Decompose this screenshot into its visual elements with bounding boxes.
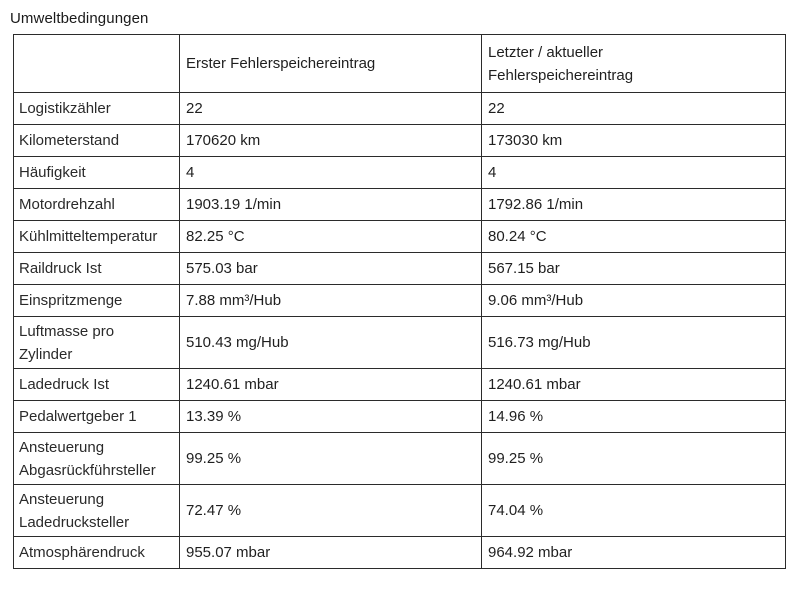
row-label: Ansteuerung Abgasrückführsteller bbox=[14, 433, 180, 485]
last-entry-value: 964.92 mbar bbox=[482, 537, 786, 569]
table-row bbox=[14, 93, 786, 125]
row-label: Häufigkeit bbox=[14, 157, 180, 189]
last-entry-value: 80.24 °C bbox=[482, 221, 786, 253]
row-label: Kilometerstand bbox=[14, 125, 180, 157]
last-entry-value: 22 bbox=[482, 93, 786, 125]
last-entry-value: 74.04 % bbox=[482, 485, 786, 537]
row-label: Atmosphärendruck bbox=[14, 537, 180, 569]
table-header-row bbox=[14, 35, 786, 93]
row-label: Ansteuerung Ladedrucksteller bbox=[14, 485, 180, 537]
header-last-entry-label: Letzter / aktueller Fehlerspeichereintrag bbox=[488, 43, 634, 84]
table-row bbox=[14, 253, 786, 285]
table-row bbox=[14, 125, 786, 157]
first-entry-value: 4 bbox=[180, 157, 482, 189]
first-entry-value: 72.47 % bbox=[180, 485, 482, 537]
table-row bbox=[14, 285, 786, 317]
first-entry-value: 7.88 mm³/Hub bbox=[180, 285, 482, 317]
first-entry-value: 510.43 mg/Hub bbox=[180, 317, 482, 369]
last-entry-value: 99.25 % bbox=[482, 433, 786, 485]
first-entry-value: 1903.19 1/min bbox=[180, 189, 482, 221]
table-row bbox=[14, 369, 786, 401]
row-label: Pedalwertgeber 1 bbox=[14, 401, 180, 433]
last-entry-value: 4 bbox=[482, 157, 786, 189]
table-row bbox=[14, 189, 786, 221]
header-cell-empty bbox=[14, 35, 180, 93]
table-row bbox=[14, 433, 786, 485]
first-entry-value: 99.25 % bbox=[180, 433, 482, 485]
first-entry-value: 575.03 bar bbox=[180, 253, 482, 285]
row-label: Raildruck Ist bbox=[14, 253, 180, 285]
environment-conditions-table bbox=[13, 34, 786, 569]
first-entry-value: 22 bbox=[180, 93, 482, 125]
header-first-entry-label: Erster Fehlerspeichereintrag bbox=[186, 55, 376, 72]
first-entry-value: 170620 km bbox=[180, 125, 482, 157]
row-label: Einspritzmenge bbox=[14, 285, 180, 317]
table-row bbox=[14, 157, 786, 189]
header-last-entry bbox=[482, 35, 786, 93]
row-label: Motordrehzahl bbox=[14, 189, 180, 221]
first-entry-value: 13.39 % bbox=[180, 401, 482, 433]
last-entry-value: 1792.86 1/min bbox=[482, 189, 786, 221]
table-row bbox=[14, 537, 786, 569]
last-entry-value: 173030 km bbox=[482, 125, 786, 157]
table-row bbox=[14, 485, 786, 537]
first-entry-value: 1240.61 mbar bbox=[180, 369, 482, 401]
row-label: Ladedruck Ist bbox=[14, 369, 180, 401]
last-entry-value: 9.06 mm³/Hub bbox=[482, 285, 786, 317]
last-entry-value: 567.15 bar bbox=[482, 253, 786, 285]
last-entry-value: 14.96 % bbox=[482, 401, 786, 433]
header-first-entry bbox=[180, 35, 482, 93]
page-title: Umweltbedingungen bbox=[10, 10, 149, 27]
last-entry-value: 1240.61 mbar bbox=[482, 369, 786, 401]
row-label: Kühlmitteltemperatur bbox=[14, 221, 180, 253]
first-entry-value: 82.25 °C bbox=[180, 221, 482, 253]
row-label: Luftmasse pro Zylinder bbox=[14, 317, 180, 369]
table-row bbox=[14, 401, 786, 433]
first-entry-value: 955.07 mbar bbox=[180, 537, 482, 569]
table-row bbox=[14, 221, 786, 253]
row-label: Logistikzähler bbox=[14, 93, 180, 125]
table-row bbox=[14, 317, 786, 369]
last-entry-value: 516.73 mg/Hub bbox=[482, 317, 786, 369]
